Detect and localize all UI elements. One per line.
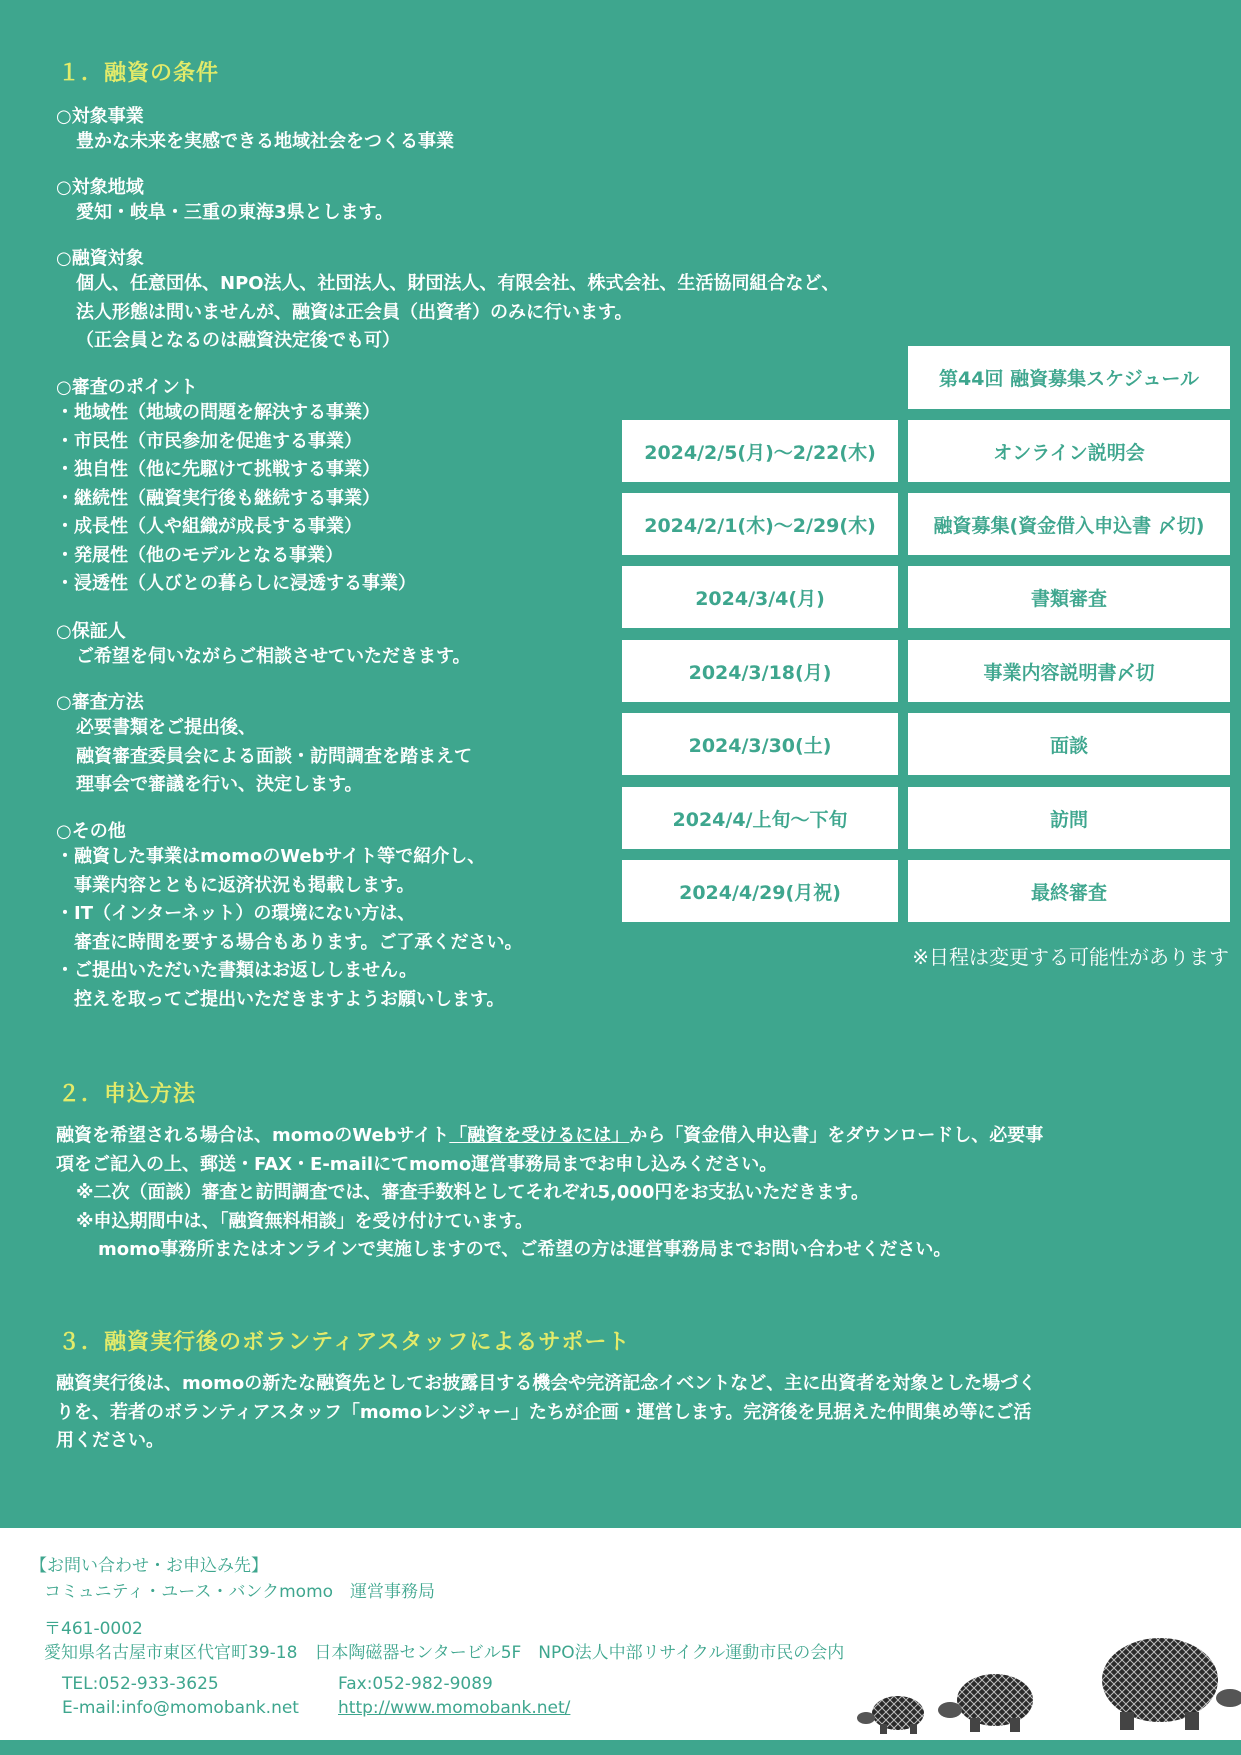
contact-email[interactable]: E-mail:info@momobank.net <box>62 1698 299 1718</box>
contact-footer <box>0 1528 1241 1740</box>
target-business-head: ○対象事業 <box>56 106 144 127</box>
loan-target-line: 個人、任意団体、NPO法人、社団法人、財団法人、有限会社、株式会社、生活協同組合など、 <box>76 273 840 294</box>
other-line: 審査に時間を要する場合もあります。ご了承ください。 <box>56 931 523 953</box>
schedule-date: 2024/3/18(月) <box>622 640 898 702</box>
schedule-date: 2024/2/1(木)〜2/29(木) <box>622 493 898 555</box>
review-method-head: ○審査方法 <box>56 692 144 713</box>
contact-address: 愛知県名古屋市東区代官町39-18 日本陶磁器センタービル5F NPO法人中部リサイクル運動市民の会内 <box>44 1643 845 1663</box>
schedule-event: 訪問 <box>908 787 1230 849</box>
review-point-item: ・成長性（人や組織が成長する事業） <box>56 516 362 537</box>
schedule-note: ※日程は変更する可能性があります <box>912 945 1229 969</box>
loan-info-link[interactable]: 「融資を受けるには」 <box>449 1125 630 1146</box>
guarantor-block <box>56 617 471 672</box>
review-method-line: 理事会で審議を行い、決定します。 <box>76 774 363 795</box>
turtle-large-icon <box>1102 1638 1241 1730</box>
other-line: ・ご提出いただいた書類はお返ししません。 <box>56 960 418 981</box>
schedule-event: オンライン説明会 <box>908 420 1230 482</box>
review-method-line: 必要書類をご提出後、 <box>76 717 256 738</box>
other-line: 事業内容とともに返済状況も掲載します。 <box>56 874 415 896</box>
target-business-block <box>56 102 454 157</box>
loan-target-line: 法人形態は問いませんが、融資は正会員（出資者）のみに行います。 <box>76 301 633 323</box>
loan-target-head: ○融資対象 <box>56 248 144 269</box>
section3-line: りを、若者のボランティアスタッフ「momoレンジャー」たちが企画・運営します。完済後を見据えた仲間集め等にご活 <box>56 1401 1032 1423</box>
section2-text: 融資を希望される場合は、momoのWebサイト <box>56 1125 450 1146</box>
schedule-event: 事業内容説明書〆切 <box>908 640 1230 702</box>
other-block <box>56 817 523 1014</box>
section2-body <box>56 1122 1216 1265</box>
turtles-illustration <box>850 1628 1241 1740</box>
other-line: ・融資した事業はmomoのWebサイト等で紹介し、 <box>56 846 486 867</box>
contact-fax: Fax:052-982-9089 <box>338 1674 493 1694</box>
target-business-line: 豊かな未来を実感できる地域社会をつくる事業 <box>76 131 454 152</box>
section2-note: momo事務所またはオンラインで実施しますので、ご希望の方は運営事務局までお問い合わせください。 <box>98 1239 952 1260</box>
review-point-item: ・独自性（他に先駆けて挑戦する事業） <box>56 459 380 480</box>
review-point-item: ・浸透性（人びとの暮らしに浸透する事業） <box>56 573 416 594</box>
section2-note: ※二次（面談）審査と訪問調査では、審査手数料としてそれぞれ5,000円をお支払いただきます。 <box>76 1182 869 1203</box>
review-point-item: ・発展性（他のモデルとなる事業） <box>56 544 344 566</box>
contact-tel: TEL:052-933-3625 <box>62 1674 219 1694</box>
turtle-medium-icon <box>938 1674 1033 1732</box>
review-point-item: ・地域性（地域の問題を解決する事業） <box>56 402 380 423</box>
review-point-item: ・継続性（融資実行後も継続する事業） <box>56 487 380 509</box>
section3-line: 用ください。 <box>56 1430 164 1451</box>
schedule-event: 面談 <box>908 713 1230 775</box>
target-area-line: 愛知・岐阜・三重の東海3県とします。 <box>76 202 394 223</box>
review-method-line: 融資審査委員会による面談・訪問調査を踏まえて <box>76 745 472 767</box>
section2-text: 項をご記入の上、郵送・FAX・E-mailにてmomo運営事務局までお申し込みください。 <box>56 1153 778 1175</box>
schedule-event: 最終審査 <box>908 860 1230 922</box>
section3-line: 融資実行後は、momoの新たな融資先としてお披露目する機会や完済記念イベントなど、主に出資者を対象とした場づく <box>56 1373 1037 1394</box>
section3-title: ３．融資実行後のボランティアスタッフによるサポート <box>58 1330 631 1355</box>
schedule-date: 2024/3/30(土) <box>622 713 898 775</box>
schedule-date: 2024/4/上旬〜下旬 <box>622 787 898 849</box>
target-area-block <box>56 173 393 228</box>
target-area-head: ○対象地域 <box>56 177 144 198</box>
section2-title: ２．申込方法 <box>58 1082 197 1107</box>
loan-target-block <box>56 244 840 356</box>
contact-org: コミュニティ・ユース・バンクmomo 運営事務局 <box>44 1582 436 1602</box>
bottom-bar <box>0 1740 1241 1755</box>
schedule-date: 2024/2/5(月)〜2/22(木) <box>622 420 898 482</box>
contact-postal: 〒461-0002 <box>44 1619 143 1639</box>
review-point-item: ・市民性（市民参加を促進する事業） <box>56 430 362 452</box>
guarantor-head: ○保証人 <box>56 621 126 642</box>
schedule-event: 書類審査 <box>908 566 1230 628</box>
website-link[interactable]: http://www.momobank.net/ <box>338 1698 571 1718</box>
review-points-head: ○審査のポイント <box>56 377 198 398</box>
other-line: ・IT（インターネット）の環境にない方は、 <box>56 903 416 924</box>
loan-target-line: （正会員となるのは融資決定後でも可） <box>76 330 400 351</box>
review-points-block <box>56 373 416 599</box>
turtle-small-icon <box>857 1696 924 1734</box>
section3-body <box>56 1370 1216 1456</box>
other-line: 控えを取ってご提出いただきますようお願いします。 <box>56 988 505 1010</box>
section1-title: １．融資の条件 <box>58 61 220 86</box>
section2-text: から「資金借入申込書」をダウンロードし、必要事 <box>629 1125 1044 1146</box>
contact-heading: 【お問い合わせ・お申込み先】 <box>30 1556 268 1576</box>
schedule-title: 第44回 融資募集スケジュール <box>908 346 1230 409</box>
schedule-date: 2024/4/29(月祝) <box>622 860 898 922</box>
schedule-date: 2024/3/4(月) <box>622 566 898 628</box>
other-head: ○その他 <box>56 821 126 842</box>
review-method-block <box>56 688 472 800</box>
guarantor-line: ご希望を伺いながらご相談させていただきます。 <box>76 646 471 667</box>
section2-note: ※申込期間中は、「融資無料相談」を受け付けています。 <box>76 1210 534 1232</box>
schedule-event: 融資募集(資金借入申込書 〆切) <box>908 493 1230 555</box>
